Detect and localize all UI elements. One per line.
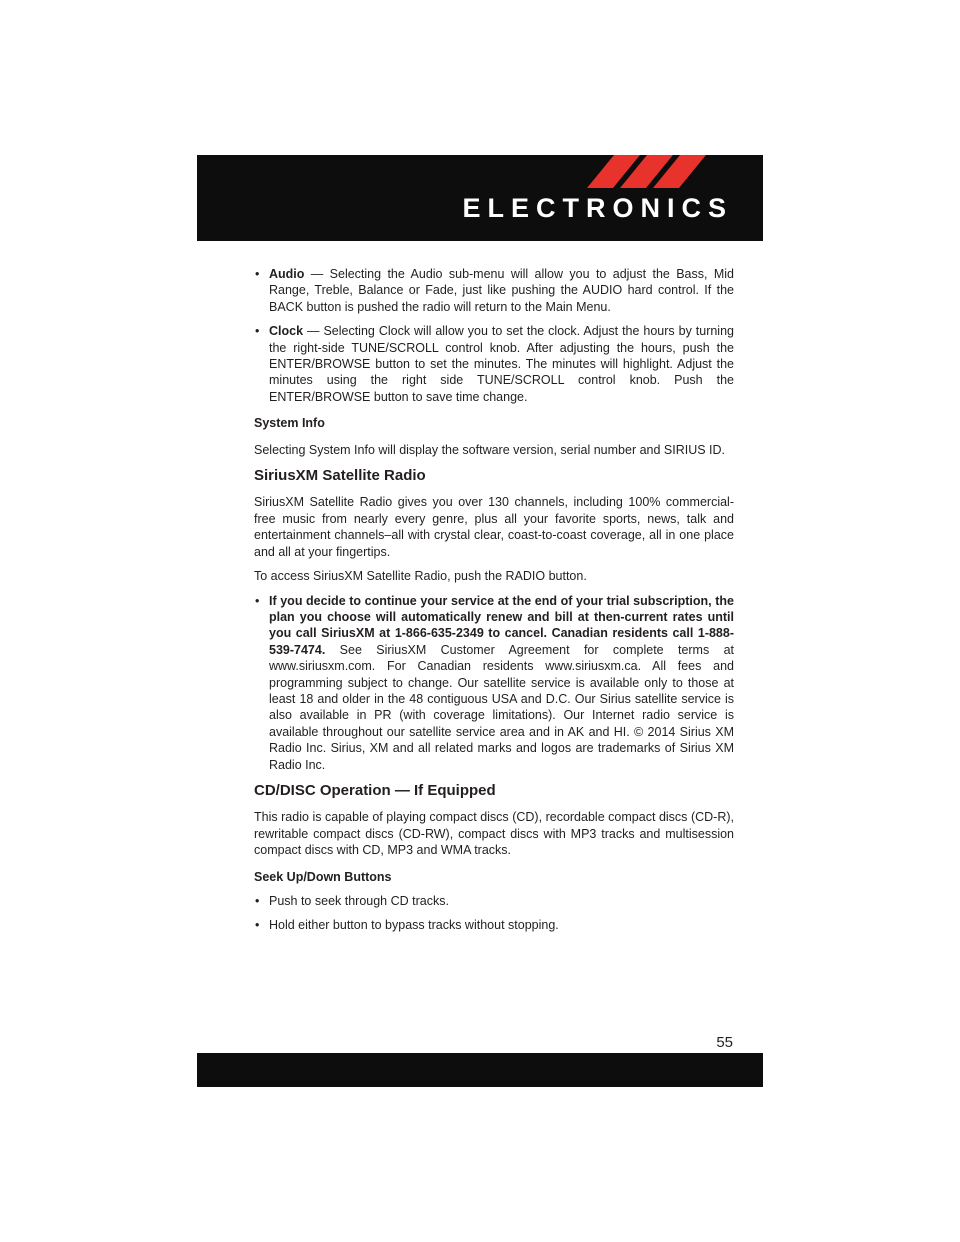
audio-bullet	[254, 266, 734, 315]
siriusxm-notice-text: See SiriusXM Customer Agreement for complete terms at www.siriusxm.com. For Canadian residents www.siriusxm.ca. All fees and programming subject to change. Our satellite service is available only to those at least 18 and older in the 48 contiguous USA and D.C. Our Sirius satellite service is also available in PR (with coverage limitations). Our Internet radio service is available throughout our satellite service area and in AK and HI. © 2014 Sirius XM Radio Inc. Sirius, XM and all related marks and logos are trademarks of Sirius XM Radio Inc.	[269, 642, 734, 772]
seek-heading: Seek Up/Down Buttons	[254, 869, 392, 884]
cd-heading: CD/DISC Operation — If Equipped	[254, 781, 496, 799]
bullet-dot: •	[255, 894, 260, 908]
section-title: ELECTRONICS	[462, 193, 733, 223]
clock-text: — Selecting Clock will allow you to set the clock. Adjust the hours by turning the right-side TUNE/SCROLL control knob. After adjusting the hours, push the ENTER/BROWSE button to set the minutes. The minutes will highlight. Adjust the minutes using the right side TUNE/SCROLL control knob. Push the ENTER/BROWSE button to save time change.	[269, 324, 734, 404]
siriusxm-para2: To access SiriusXM Satellite Radio, push the RADIO button.	[254, 569, 587, 584]
bullet-dot: •	[255, 593, 260, 608]
page-content	[254, 266, 734, 934]
bullet-dot: •	[255, 324, 260, 339]
page-number: 55	[716, 1034, 733, 1051]
seek-bullet-2	[254, 917, 734, 933]
bullet-dot: •	[255, 267, 260, 281]
bullet-dot: •	[255, 918, 260, 933]
clock-bullet	[254, 323, 734, 405]
siriusxm-notice-bullet	[254, 593, 734, 773]
section-header-bar	[197, 155, 763, 241]
cd-para: This radio is capable of playing compact discs (CD), recordable compact discs (CD-R), rewritable compact discs (CD-RW), compact discs with MP3 tracks and multisession compact discs with CD, MP3 and WMA tracks.	[254, 810, 734, 858]
siriusxm-notice-bold: If you decide to continue your service at the end of your trial subscription, the plan you choose will automatically renew and bill at then-current rates until you call SiriusXM at 1-866-635-2349 to cancel. Canadian residents call 1-888-539-7474.	[269, 593, 734, 657]
siriusxm-heading: SiriusXM Satellite Radio	[254, 467, 426, 485]
seek-bullet-text: Hold either button to bypass tracks without stopping.	[269, 918, 559, 933]
seek-bullet-text: Push to seek through CD tracks.	[269, 894, 449, 908]
siriusxm-para1: SiriusXM Satellite Radio gives you over 130 channels, including 100% commercial-free music from nearly every genre, plus all your favorite sports, news, talk and entertainment channels–all with crystal clear, coast-to-coast coverage, all in one place and all at your fingertips.	[254, 495, 734, 559]
footer-bar	[197, 1053, 763, 1087]
system-info-text: Selecting System Info will display the software version, serial number and SIRIUS ID.	[254, 442, 726, 457]
system-info-heading: System Info	[254, 416, 325, 431]
audio-text: — Selecting the Audio sub-menu will allow you to adjust the Bass, Mid Range, Treble, Balance or Fade, just like pushing the AUDIO hard control. If the BACK button is pushed the radio will return to the Main Menu.	[269, 267, 734, 314]
seek-bullet-1	[254, 893, 734, 909]
clock-label: Clock	[269, 324, 304, 339]
audio-label: Audio	[269, 267, 305, 281]
